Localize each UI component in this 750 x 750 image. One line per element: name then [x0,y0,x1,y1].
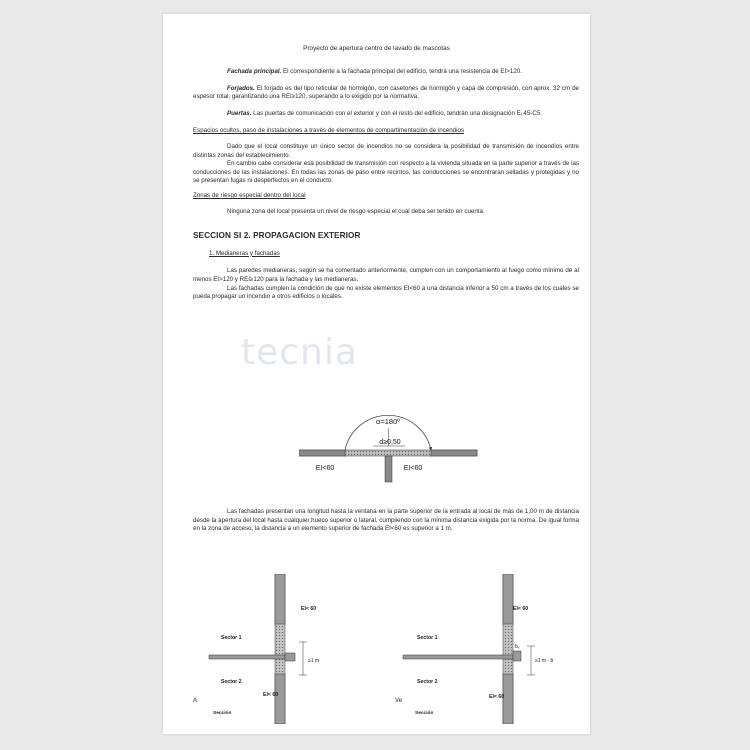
slab [209,655,285,659]
text-forjados: El forjado es del tipo reticular de hormigón, con casetones de hormigón y capa de compresión, con aprox. 32 cm de espesor total, garantizando una REI≥120, superando a lo exigido por la normativa. [193,84,579,101]
sector2-label: Sector 2 [221,679,242,685]
corner-label: Ve [395,698,403,704]
facade-distance-diagram [299,408,479,488]
ei-bottom-label: EI< 60 [489,694,505,700]
paragraph-fachada [193,68,579,77]
paragraph-sector: Dado que el local constituye un único sector de incendios no se considera la posibilidad de transmisión de incendios entre distintas zonas del establecimiento. [193,142,579,159]
ei-bottom-label: EI< 60 [263,692,279,698]
party-wall [385,456,392,482]
term-puertas: Puertas. [227,109,252,117]
text-fachada: El correspondiente a la fachada principal del edificio, tendrá una resistencia de EI>120. [281,68,522,75]
facade-segment-left [299,450,345,456]
paragraph-transmision: En cambio cabe considerar esa posibilidad de transmisión con respecto a la vivienda situada en la parte superior a través de las conducciones de las instalaciones. En todas las zonas de paso entre recintos, las conducciones se encontraran selladas y protegidas y no se presentan fugas ni desperfectos en el conducto. [193,160,579,185]
facade-lower-segment [503,674,513,724]
sector1-label: Sector 1 [221,635,242,641]
facade-upper-segment [275,574,285,624]
caption-label: Sección [415,711,434,716]
caption-label: Sección [213,711,232,716]
dimension-label: ≥1 m - b [535,658,554,664]
paragraph-puertas [193,110,579,119]
paragraph-forjados [193,85,579,102]
projection-label: bᵥ [515,644,520,650]
dimension-label: ≥1 m [308,658,320,664]
subheading-espacios: Espacios ocultos, paso de instalaciones a través de elementos de compartimentación de incendios [193,127,465,135]
ei-top-label: EI< 60 [301,606,317,612]
paragraph-longitud: Las fachadas presentan una longitud hasta la ventana en la parte superior de la entrada al local de más de 1,00 m de distancia desde la apertura del local hasta cualquier hueco superior o lateral, cumpliendo con la mínima distancia exigida por la norma. De igual forma en la zona de acceso, la distancia a un elemento superior de fachada EI<60 es superior a 1 m. [193,508,579,533]
distance-label: d≥0,50 [379,439,401,446]
section-diagram-ve [393,574,573,724]
page-content [193,46,579,302]
watermark: tecnia [241,332,358,373]
slab [403,655,513,659]
slab-projection [513,651,521,661]
corner-label: A [193,698,198,704]
page-header: Proyecto de apertura centro de lavado de mascotas [303,45,450,52]
document-page [163,14,590,734]
term-forjados: Forjados. [227,84,255,92]
paragraph-riesgo: Ninguna zona del local presenta un nivel de riesgo especial el cual deba ser tenido en cuenta. [227,207,485,215]
term-fachada: Fachada principal. [227,68,282,75]
ei-left-label: EI<60 [315,465,335,472]
angle-label: α=180º [376,417,400,426]
section-diagram-a [191,574,361,724]
list-item-medianeras: 1. Medianeras y fachadas [209,249,280,257]
ei-top-label: EI< 60 [513,606,529,612]
ei-right-label: EI<60 [403,465,423,472]
sector1-label: Sector 1 [417,635,438,641]
facade-segment-right [431,450,477,456]
section-title: SECCION SI 2. PROPAGACION EXTERIOR [193,231,361,241]
paragraph-fachadas-ei: Las fachadas cumplen la condición de que no existe elementos EI<60 a una distancia inferior a 50 cm a través de los cuales se pueda propagar un incendio a otros edificios o locales. [193,284,579,301]
sector2-label: Sector 2 [417,679,438,685]
facade-upper-segment [503,574,513,624]
paragraph-medianeras: Las paredes medianeras, según se ha comentado anteriormente, cumplen con un comportamiento al fuego como mínimo de al menos EI>120 y REI≥120 para la fachada y las medianeras. [193,267,579,283]
slab-edge [285,653,295,661]
facade-lower-segment [275,674,285,724]
subheading-zonas: Zonas de riesgo especial dentro del local [193,191,306,199]
lower-content [193,508,579,534]
text-puertas: Las puertas de comunicación con el exterior y con el resto del edificio, tendrán una designación Eᵢ 45-C5. [251,109,543,117]
